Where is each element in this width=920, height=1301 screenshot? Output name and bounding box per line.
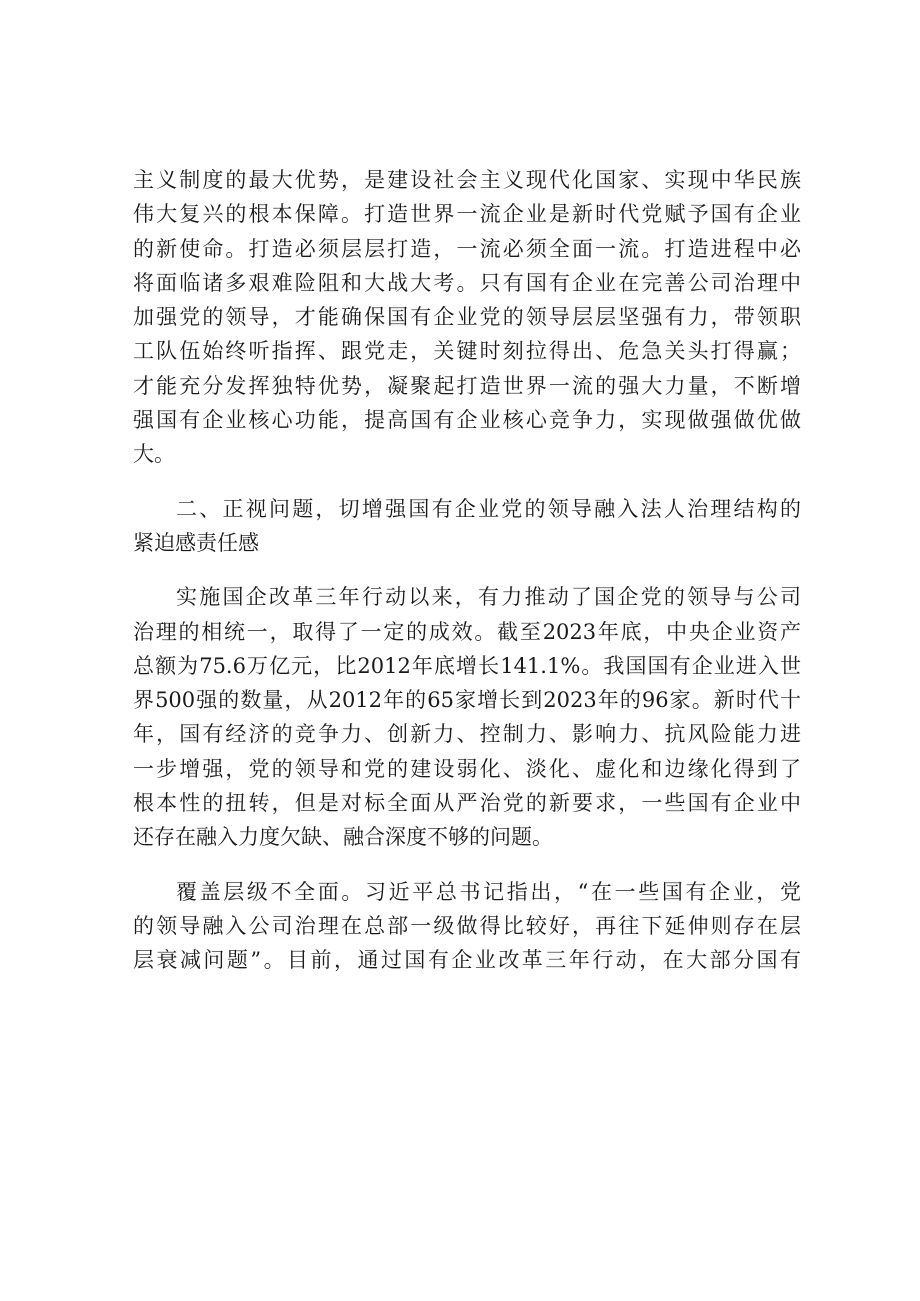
text-line: 覆盖层级不全面。习近平总书记指出，“在一些国有企业，党 xyxy=(176,879,801,904)
text-line: 层衰减问题”。目前，通过国有企业改革三年行动，在大部分国有 xyxy=(133,948,801,973)
text-line: 大。 xyxy=(133,442,175,467)
text-line: 主义制度的最大优势，是建设社会主义现代化国家、实现中华民族 xyxy=(133,168,801,192)
text-line: 工队伍始终听指挥、跟党走，关键时刻拉得出、危急关头打得赢； xyxy=(133,339,801,364)
text-line: 的领导融入公司治理在总部一级做得比较好，再往下延伸则存在层 xyxy=(133,913,801,938)
section-heading-2 xyxy=(133,492,801,561)
paragraph-reform-results xyxy=(133,580,801,854)
text-line: 伟大复兴的根本保障。打造世界一流企业是新时代党赋予国有企业 xyxy=(133,202,801,227)
text-line: 强国有企业核心功能，提高国有企业核心竞争力，实现做强做优做 xyxy=(133,408,801,433)
text-line: 总额为75.6万亿元，比2012年底增长141.1%。我国国有企业进入世 xyxy=(133,653,801,678)
text-line: 年，国有经济的竞争力、创新力、控制力、影响力、抗风险能力进 xyxy=(133,722,801,747)
text-line: 一步增强，党的领导和党的建设弱化、淡化、虚化和边缘化得到了 xyxy=(133,756,801,781)
document-body xyxy=(133,163,801,978)
text-line: 界500强的数量，从2012年的65家增长到2023年的96家。新时代十 xyxy=(133,688,801,713)
text-line: 治理的相统一，取得了一定的成效。截至2023年底，中央企业资产 xyxy=(133,619,801,644)
text-line: 根本性的扭转，但是对标全面从严治党的新要求，一些国有企业中 xyxy=(133,791,801,816)
text-line: 加强党的领导，才能确保国有企业党的领导层层坚强有力，带领职 xyxy=(133,305,801,330)
paragraph-coverage-levels xyxy=(133,875,801,978)
text-line: 才能充分发挥独特优势，凝聚起打造世界一流的强大力量，不断增 xyxy=(133,373,801,398)
paragraph-intro-continued xyxy=(133,163,801,472)
heading-line: 紧迫感责任感 xyxy=(133,530,259,555)
text-line: 的新使命。打造必须层层打造，一流必须全面一流。打造进程中必 xyxy=(133,236,801,261)
heading-line: 二、正视问题，切增强国有企业党的领导融入法人治理结构的 xyxy=(176,496,801,521)
text-line: 还存在融入力度欠缺、融合深度不够的问题。 xyxy=(133,825,553,850)
text-line: 实施国企改革三年行动以来，有力推动了国企党的领导与公司 xyxy=(176,585,801,610)
text-line: 将面临诸多艰难险阻和大战大考。只有国有企业在完善公司治理中 xyxy=(133,270,801,295)
